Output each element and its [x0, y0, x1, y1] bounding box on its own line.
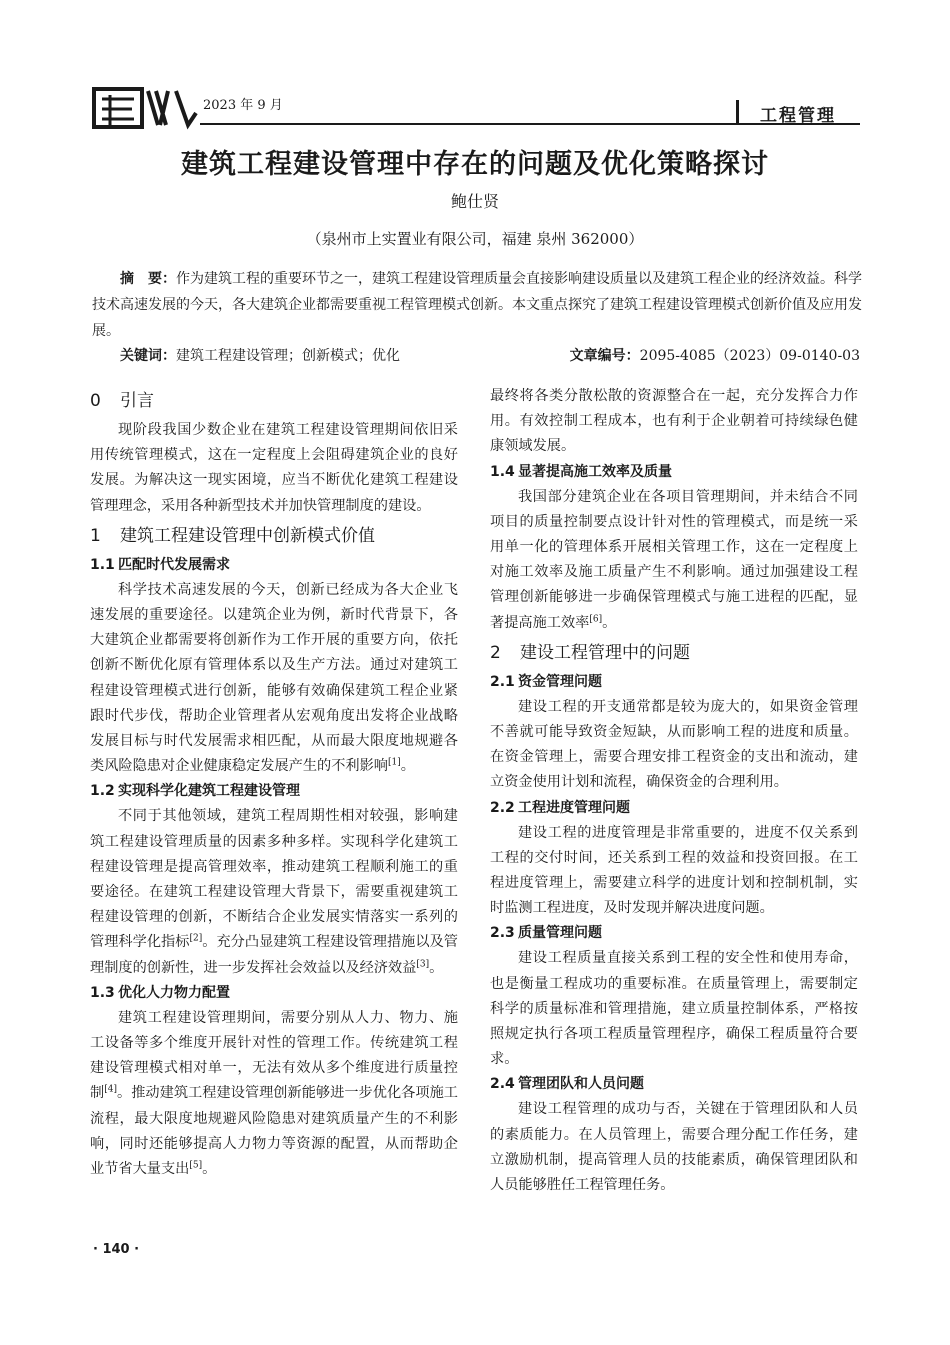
subsection-heading: 1.2 实现科学化建筑工程建设管理	[90, 783, 300, 800]
article-number-value: 2095-4085（2023）09-0140-03	[639, 348, 860, 364]
paragraph: 我国部分建筑企业在各项目管理期间，并未结合不同项目的质量控制要点设计针对性的管理模式，而是统一采用单一化的管理体系开展相关管理工作，这在一定程度上对施工效率及施工质量产生不利影响。通过加强建设工程管理创新能够进一步确保管理模式与施工进程的匹配，显著提高施工效率[6]。	[490, 488, 858, 631]
paragraph: 建设工程的进度管理是非常重要的，进度不仅关系到工程的交付时间，还关系到工程的效益和投资回报。在工程进度管理上，需要建立科学的进度计划和控制机制，实时监测工程进度，及时发现并解决进度问题。	[490, 824, 858, 917]
column-name: 工程管理	[760, 106, 836, 126]
keywords-text: 建筑工程建设管理；创新模式；优化	[176, 348, 400, 364]
abstract-label: 摘 要：	[120, 271, 176, 287]
paragraph-continued: 最终将各类分散松散的资源整合在一起，充分发挥合力作用。有效控制工程成本，也有利于企业朝着可持续绿色健康领域发展。	[490, 388, 858, 455]
citation: [3]	[416, 958, 430, 969]
journal-logo	[92, 85, 200, 131]
subsection-heading: 1.3 优化人力物力配置	[90, 984, 230, 1001]
paragraph: 建设工程的开支通常都是较为庞大的，如果资金管理不善就可能导致资金短缺，从而影响工程的进度和质量。在资金管理上，需要合理安排工程资金的支出和流动，建立资金使用计划和流程，确保资金的合理利用。	[490, 698, 858, 791]
author: 鲍仕贤	[450, 192, 499, 211]
citation: [6]	[589, 613, 603, 624]
subsection-heading: 2.2 工程进度管理问题	[490, 799, 630, 816]
subsection-heading: 2.3 质量管理问题	[490, 925, 602, 942]
citation: [1]	[387, 757, 401, 768]
header-rule	[200, 123, 860, 125]
page-header	[0, 0, 950, 135]
citation: [2]	[189, 933, 203, 944]
header-accent-bar	[736, 100, 739, 124]
article-number	[570, 345, 860, 365]
subsection-heading: 2.4 管理团队和人员问题	[490, 1076, 644, 1093]
affiliation: （泉州市上实置业有限公司，福建 泉州 362000）	[306, 230, 644, 248]
section-heading: 1 建筑工程建设管理中创新模式价值	[90, 525, 375, 546]
paragraph: 不同于其他领域，建筑工程周期性相对较强，影响建筑工程建设管理质量的因素多种多样。实现科学化建筑工程建设管理是提高管理效率，推动建筑工程顺利施工的重要途径。在建筑工程建设管理大背景下，需要重视建筑工程建设管理的创新，不断结合企业发展实情落实一系列的管理科学化指标[2]。充分凸显建筑工程建设管理措施以及管理制度的创新性，进一步发挥社会效益以及经济效益[3]。	[90, 808, 458, 976]
subsection-heading: 2.1 资金管理问题	[490, 673, 602, 690]
issue-date: 2023 年 9 月	[203, 98, 283, 113]
paragraph: 建筑工程建设管理期间，需要分别从人力、物力、施工设备等多个维度开展针对性的管理工作。传统建筑工程建设管理模式相对单一，无法有效从多个维度进行质量控制[4]。推动建筑工程建设管理创新能够进一步优化各项施工流程，最大限度地规避风险隐患对建筑质量产生的不利影响，同时还能够提高人力物力等资源的配置，从而帮助企业节省大量支出[5]。	[90, 1009, 458, 1178]
citation: [5]	[189, 1160, 203, 1171]
paper-title: 建筑工程建设管理中存在的问题及优化策略探讨	[181, 149, 769, 180]
abstract-text: 作为建筑工程的重要环节之一，建筑工程建设管理质量会直接影响建设质量以及建筑工程企业的经济效益。科学技术高速发展的今天，各大建筑企业都需要重视工程管理模式创新。本文重点探究了建筑工程建设管理模式创新价值及应用发展。	[92, 271, 862, 339]
paragraph: 现阶段我国少数企业在建筑工程建设管理期间依旧采用传统管理模式，这在一定程度上会阻碍建筑企业的良好发展。为解决这一现实困境，应当不断优化建筑工程建设管理理念，采用各种新型技术并加快管理制度的建设。	[90, 422, 458, 514]
keywords	[120, 345, 400, 365]
article-number-label: 文章编号：	[569, 348, 640, 364]
paragraph: 建设工程管理的成功与否，关键在于管理团队和人员的素质能力。在人员管理上，需要合理分配工作任务，建立激励机制，提高管理人员的技能素质，确保管理团队和人员能够胜任工程管理任务。	[490, 1101, 858, 1194]
paragraph: 科学技术高速发展的今天，创新已经成为各大企业飞速发展的重要途径。以建筑企业为例，新时代背景下，各大建筑企业都需要将创新作为工作开展的重要方向，依托创新不断优化原有管理体系以及生产方法。通过对建筑工程建设管理模式进行创新，能够有效确保建筑工程企业紧跟时代步伐，帮助企业管理者从宏观角度出发将企业战略发展目标与时代发展需求相匹配，从而最大限度地规避各类风险隐患对企业健康稳定发展产生的不利影响[1]。	[90, 581, 458, 775]
right-column	[490, 384, 858, 1198]
abstract	[92, 266, 862, 344]
keywords-label: 关键词：	[120, 348, 176, 364]
subsection-heading: 1.4 显著提高施工效率及质量	[490, 463, 672, 480]
section-heading: 0 引言	[90, 391, 154, 411]
citation: [4]	[104, 1084, 117, 1095]
page-number: · 140 ·	[93, 1242, 140, 1257]
left-column	[90, 384, 458, 1182]
paragraph: 建设工程质量直接关系到工程的安全性和使用寿命，也是衡量工程成功的重要标准。在质量管理上，需要制定科学的质量标准和管理措施，建立质量控制体系，严格按照规定执行各项工程质量管理程序，确保工程质量符合要求。	[490, 950, 858, 1068]
section-heading: 2 建设工程管理中的问题	[490, 642, 690, 663]
subsection-heading: 1.1 匹配时代发展需求	[90, 556, 230, 573]
